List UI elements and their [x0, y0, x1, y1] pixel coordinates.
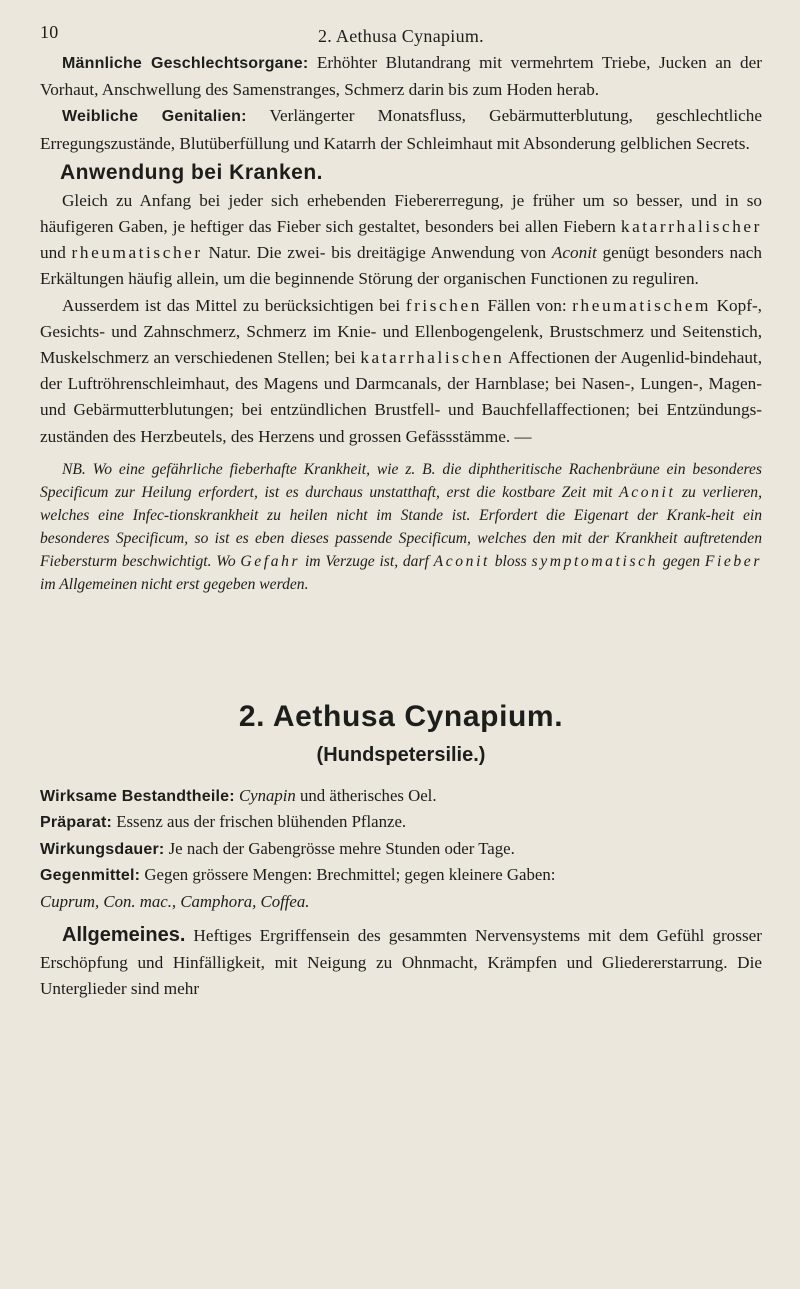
- text-run: bloss: [489, 552, 532, 570]
- text-run: zu verlieren, welches eine Infec-tionskrankheit zu heilen nicht im Stande ist. Erfordert die Eigenart der Krank-heit ein besonderes Specificum, so ist es eben dieses passende Specificum, welches den mit der Krankheit auftretenden Fiebersturm beschwichtigt. Wo: [40, 483, 763, 570]
- text-run: und ätherisches Oel.: [295, 785, 437, 805]
- text-run: Heftiges Ergriffensein des gesammten Nervensystems mit dem Gefühl grosser Erschöpfung und Hinfälligkeit, mit Neigung zu Ohnmacht, Krämpfen und Gliedererstarrung. Die Unterglieder sind mehr: [40, 926, 762, 998]
- spaced-word: rheumatischer: [71, 243, 203, 263]
- constituents-label: Wirksame Bestandtheile:: [40, 787, 235, 805]
- text-run: Wo eine gefährliche fieberhafte Krankheit, wie z. B. die diphtheritische Rachenbräune ein besonderes Specificum zur Heilung erfordert, ist es durchaus unstatthaft, erst die kostbare Zeit mit: [40, 460, 762, 501]
- application-heading: Anwendung bei Kranken.: [60, 160, 324, 184]
- page-header: [40, 10, 762, 50]
- spaced-word: symptomatisch: [531, 552, 659, 570]
- text-run: gegen: [658, 552, 705, 570]
- spaced-word: katarrhalischer: [620, 217, 762, 237]
- antidote-label: Gegenmittel:: [40, 867, 141, 885]
- nota-bene-note: [40, 458, 762, 596]
- nb-label: NB.: [62, 460, 86, 478]
- female-genitals-label: Weibliche Genitalien:: [62, 108, 247, 126]
- spaced-word: rheumatischem: [572, 295, 712, 315]
- antidote-line: [40, 862, 762, 889]
- text-run: genügt besonders nach Erkältungen häufig allein, um die beginnende Störung der organischen Functionen zu reguliren.: [40, 243, 762, 289]
- preparation-line: [40, 809, 762, 836]
- text-run: Kopf-, Gesichts- und Zahnschmerz, Schmerz im Knie- und Ellenbogengelenk, Brustschmerz und Seitenstich, Muskelschmerz an verschiedenen Stellen; bei: [40, 295, 762, 368]
- female-genitals-text: Verlängerter Monatsfluss, Gebärmutterblutung, geschlechtliche Erregungszustände, Blutüberfüllung und Katarrh der Schleimhaut mit Absonderung gelblichen Secrets.: [40, 106, 762, 153]
- text-run: Gleich zu Anfang bei jeder sich erhebenden Fiebererregung, je früher um so besser, und in so häufigeren Gaben, je heftiger das Fieber sich gestaltet, besonders bei allen Fiebern: [40, 190, 762, 237]
- antidote-list: Cuprum, Con. mac., Camphora, Coffea.: [40, 891, 310, 911]
- male-organs-text: Erhöhter Blutandrang mit vermehrtem Triebe, Jucken an der Vorhaut, Anschwellung des Samenstranges, Schmerz darin bis zum Hoden herab.: [40, 53, 762, 100]
- text-run: und: [40, 243, 72, 263]
- duration-label: Wirkungsdauer:: [40, 840, 165, 858]
- spaced-word: Fieber: [704, 552, 762, 570]
- application-paragraph-1: [40, 188, 762, 293]
- male-organs-label: Männliche Geschlechtsorgane:: [62, 55, 309, 72]
- italic-term: Aconit: [551, 243, 597, 263]
- text-run: Fällen von:: [481, 295, 573, 315]
- spaced-word: katarrhalischen: [360, 348, 505, 368]
- section-subtitle: (Hundspetersilie.): [316, 743, 486, 766]
- spaced-word: Aconit: [433, 552, 490, 570]
- text-run: Affectionen der Augenlid-bindehaut, der Luftröhrenschleimhaut, des Magens und Darmcanals, der Harnblase; bei Nasen-, Lungen-, Magen- und Gebärmutterblutungen; bei entzündlichen Brustfell- und Bauchfellaffectionen; bei Entzündungs-zuständen des Herzbeutels, des Herzens und grossen Gefässstämme. —: [40, 348, 762, 446]
- text-run: Gegen grössere Mengen: Brechmittel; gegen kleinere Gaben:: [140, 865, 556, 885]
- page-number: 10: [40, 22, 59, 42]
- text-run: Ausserdem ist das Mittel zu berücksichtigen bei: [62, 295, 406, 315]
- general-paragraph: [40, 922, 762, 1002]
- spaced-word: Gefahr: [240, 552, 301, 570]
- general-label: Allgemeines.: [62, 924, 186, 947]
- spaced-word: Aconit: [619, 483, 676, 501]
- male-organs-paragraph: [40, 50, 762, 103]
- constituents-line: [40, 783, 762, 810]
- duration-line: [40, 836, 762, 863]
- text-run: Essenz aus der frischen blühenden Pflanze.: [112, 812, 407, 832]
- female-genitals-paragraph: [40, 103, 762, 156]
- text-run: im Allgemeinen nicht erst gegeben werden.: [40, 575, 309, 593]
- spaced-word: frischen: [405, 295, 482, 315]
- running-title: 2. Aethusa Cynapium.: [318, 26, 484, 46]
- section-title: 2. Aethusa Cynapium.: [238, 699, 564, 733]
- properties-list: [40, 783, 762, 915]
- text-run: Natur. Die zwei- bis dreitägige Anwendung von: [202, 243, 552, 263]
- text-run: Je nach der Gabengrösse mehre Stunden oder Tage.: [164, 838, 515, 858]
- application-paragraph-2: [40, 293, 762, 450]
- text-run: im Verzuge ist, darf: [300, 552, 434, 570]
- preparation-label: Präparat:: [40, 814, 113, 832]
- italic-term: Cynapin: [234, 785, 296, 805]
- antidote-list-line: [40, 889, 762, 915]
